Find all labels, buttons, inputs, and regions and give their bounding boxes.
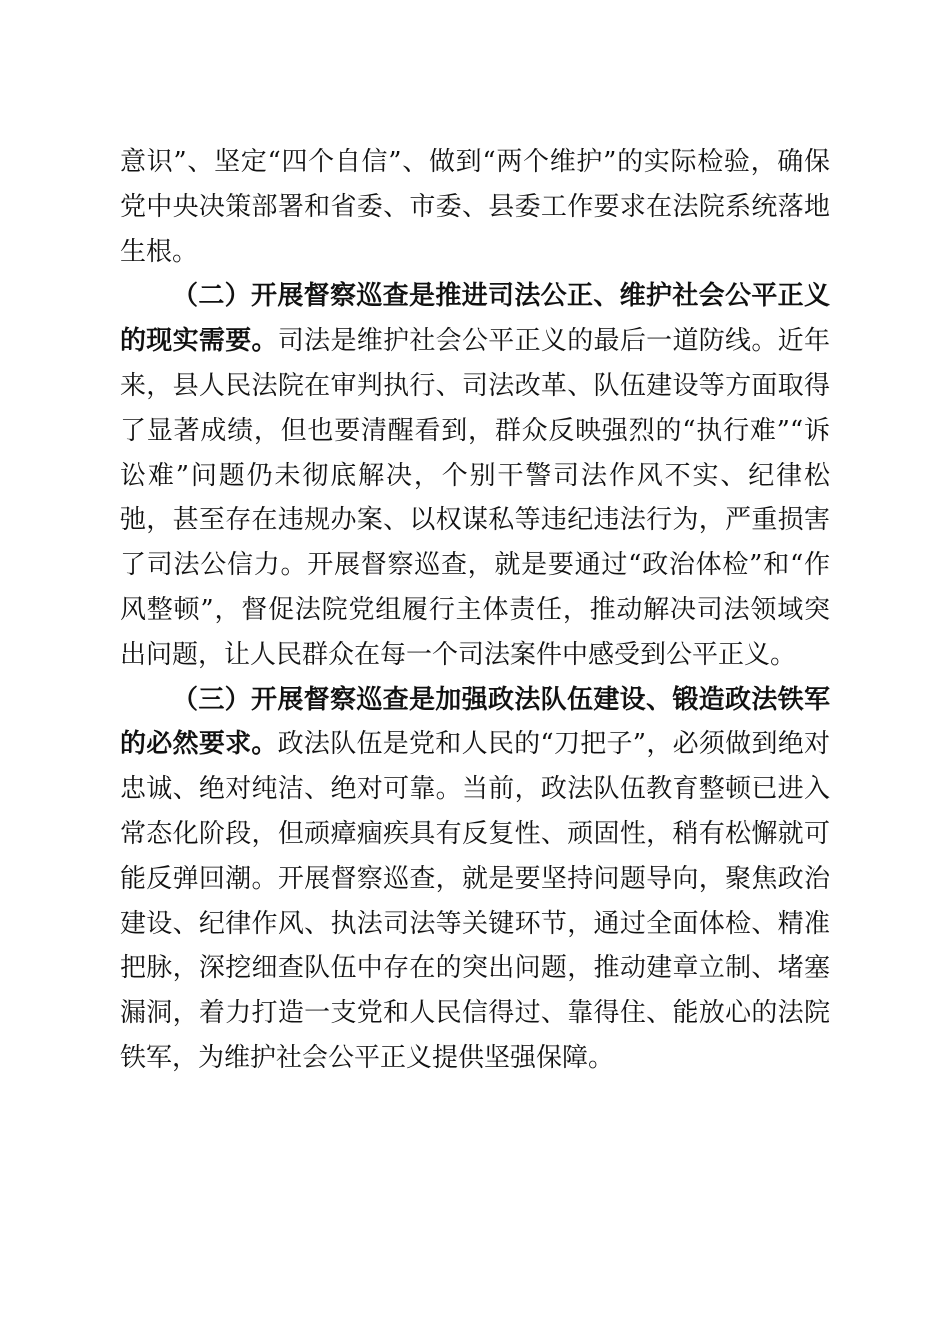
paragraph-1-text: 意识”、坚定“四个自信”、做到“两个维护”的实际检验，确保党中央决策部署和省委、市委、县委工作要求在法院系统落地生根。 [120,147,830,267]
section-2-heading: （二）开展督察巡查是推进司法公正、维护社会公平正义的现实需要。 [120,281,830,357]
paragraph-continuation [120,140,830,274]
paragraph-section-3 [120,678,830,1081]
document-page [120,140,830,1081]
section-3-heading: （三）开展督察巡查是加强政法队伍建设、锻造政法铁军的必然要求。 [120,684,830,760]
section-2-body: 司法是维护社会公平正义的最后一道防线。近年来，县人民法院在审判执行、司法改革、队伍建设等方面取得了显著成绩，但也要清醒看到，群众反映强烈的“执行难”“诉讼难”问题仍未彻底解决，个别干警司法作风不实、纪律松弛，甚至存在违规办案、以权谋私等违纪违法行为，严重损害了司法公信力。开展督察巡查，就是要通过“政治体检”和“作风整顿”，督促法院党组履行主体责任，推动解决司法领域突出问题，让人民群众在每一个司法案件中感受到公平正义。 [120,326,830,670]
paragraph-section-2 [120,274,830,677]
section-3-body: 政法队伍是党和人民的“刀把子”，必须做到绝对忠诚、绝对纯洁、绝对可靠。当前，政法队伍教育整顿已进入常态化阶段，但顽瘴痼疾具有反复性、顽固性，稍有松懈就可能反弹回潮。开展督察巡查，就是要坚持问题导向，聚焦政治建设、纪律作风、执法司法等关键环节，通过全面体检、精准把脉，深挖细查队伍中存在的突出问题，推动建章立制、堵塞漏洞，着力打造一支党和人民信得过、靠得住、能放心的法院铁军，为维护社会公平正义提供坚强保障。 [120,729,830,1073]
